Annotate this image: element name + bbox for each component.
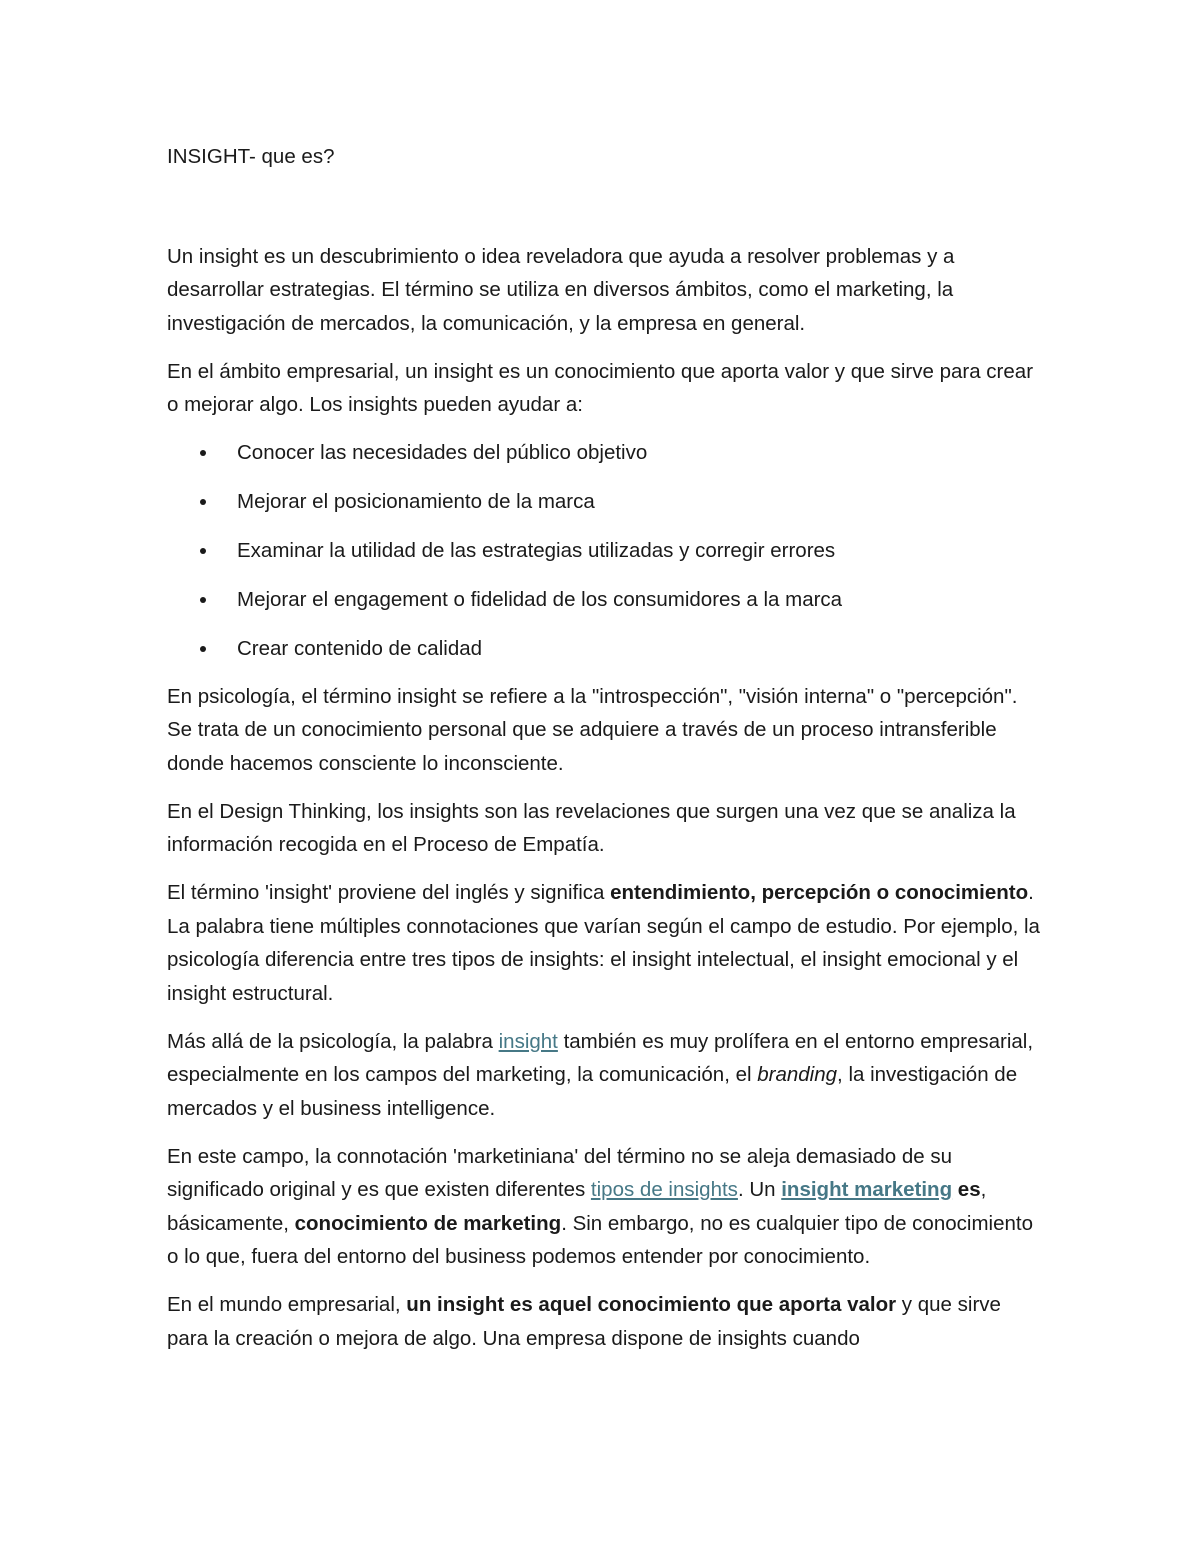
paragraph-marketing: En este campo, la connotación 'marketiniana' del término no se aleja demasiado de su significado original y es que existen diferentes tipos de insights. Un insight marketing es, básicamente, conocimiento de marketing. Sin embargo, no es cualquier tipo de conocimiento o lo que, fuera del entorno del business podemos entender por conocimiento.	[167, 1144, 1033, 1268]
bullet-icon	[200, 646, 206, 652]
bold-text: conocimiento de marketing	[294, 1211, 562, 1235]
list-item: Crear contenido de calidad	[167, 632, 1047, 666]
tipos-de-insights-link[interactable]: tipos de insights	[590, 1178, 738, 1201]
bullet-icon	[200, 548, 206, 554]
bold-text: es	[952, 1178, 981, 1201]
bold-text: un insight es aquel conocimiento que aporta valor	[406, 1293, 897, 1316]
benefits-list	[167, 436, 1047, 666]
italic-text: branding	[757, 1063, 838, 1086]
paragraph-business: En el ámbito empresarial, un insight es un conocimiento que aporta valor y que sirve para crear o mejorar algo. Los insights pueden ayudar a:	[167, 359, 1034, 416]
paragraph-etymology: El término 'insight' proviene del inglés y significa entendimiento, percepción o conocimiento. La palabra tiene múltiples connotaciones que varían según el campo de estudio. Por ejemplo, la psicología diferencia entre tres tipos de insights: el insight intelectual, el insight emocional y el insight estructural.	[167, 881, 1040, 1005]
list-item: Mejorar el engagement o fidelidad de los consumidores a la marca	[167, 583, 1047, 617]
paragraph-business-world: En el mundo empresarial, un insight es aquel conocimiento que aporta valor y que sirve para la creación o mejora de algo. Una empresa dispone de insights cuando	[167, 1293, 1001, 1350]
document-page	[167, 140, 1047, 1370]
bold-text: entendimiento, percepción o conocimiento	[610, 881, 1029, 904]
list-item: Mejorar el posicionamiento de la marca	[167, 485, 1047, 519]
paragraph-definition: Un insight es un descubrimiento o idea reveladora que ayuda a resolver problemas y a desarrollar estrategias. El término se utiliza en diversos ámbitos, como el marketing, la investigación de mercados, la comunicación, y la empresa en general.	[167, 244, 955, 335]
insight-link[interactable]: insight	[498, 1029, 558, 1053]
list-item: Conocer las necesidades del público objetivo	[167, 436, 1047, 470]
bullet-icon	[200, 499, 206, 505]
bullet-icon	[200, 597, 206, 603]
bullet-icon	[200, 450, 206, 456]
insight-marketing-link[interactable]: insight marketing	[781, 1178, 953, 1201]
list-item: Examinar la utilidad de las estrategias utilizadas y corregir errores	[167, 534, 1047, 568]
paragraph-beyond-psychology: Más allá de la psicología, la palabra insight también es muy prolífera en el entorno empresarial, especialmente en los campos del marketing, la comunicación, el branding, la investigación de mercados y el business intelligence.	[167, 1029, 1034, 1120]
paragraph-design-thinking: En el Design Thinking, los insights son las revelaciones que surgen una vez que se analiza la información recogida en el Proceso de Empatía.	[167, 799, 1016, 856]
document-title: INSIGHT- que es?	[167, 145, 335, 168]
paragraph-psychology: En psicología, el término insight se refiere a la "introspección", "visión interna" o "percepción". Se trata de un conocimiento personal que se adquiere a través de un proceso intransferible donde hacemos consciente lo inconsciente.	[167, 684, 1018, 775]
